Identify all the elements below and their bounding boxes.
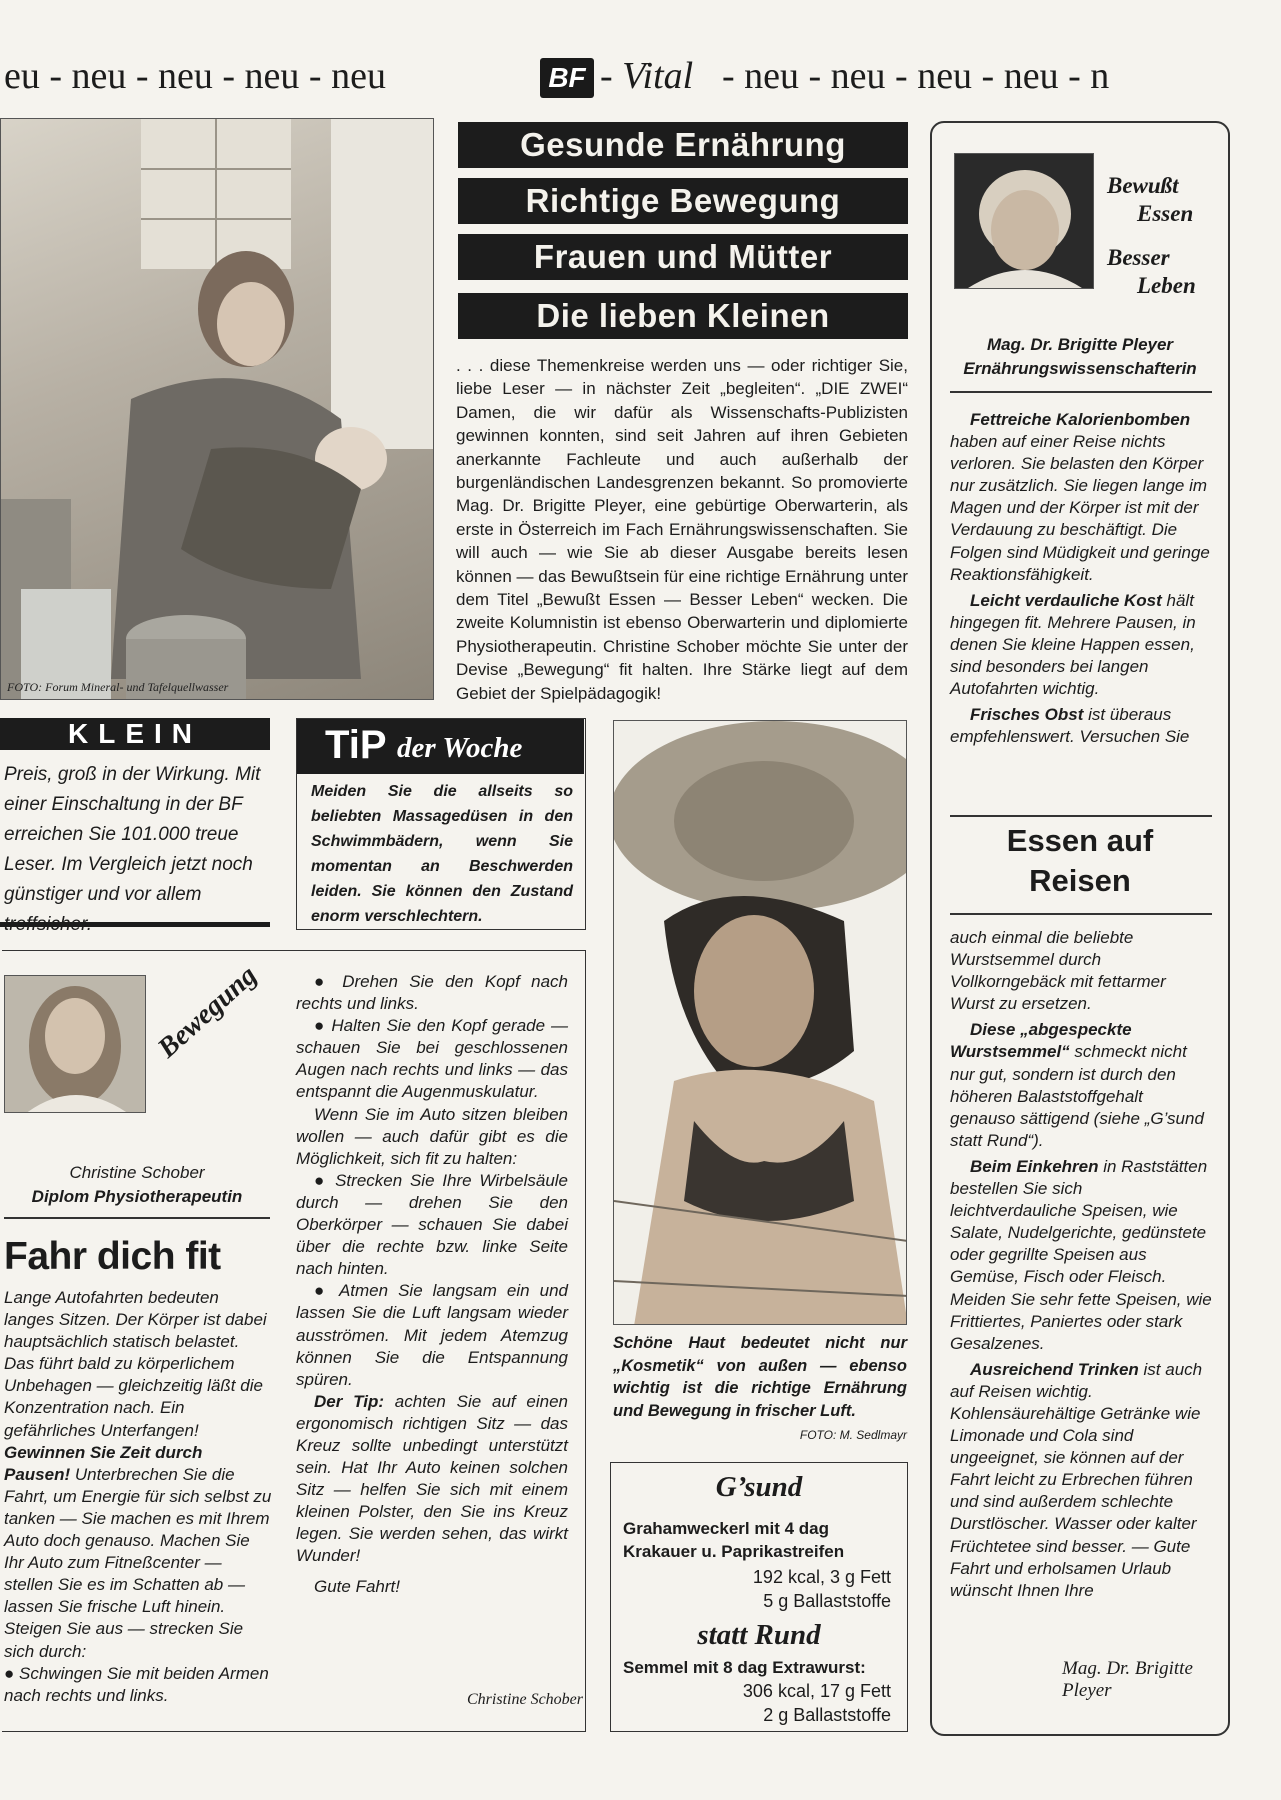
- headline-3: Frauen und Mütter: [458, 234, 908, 280]
- para-trinken: [950, 1359, 1212, 1602]
- tip-der-woche: der Woche: [397, 732, 523, 764]
- nutrition-text-2: [950, 927, 1212, 1606]
- body: Schwingen Sie mit beiden Armen nach rechts und links.: [4, 1663, 269, 1705]
- body: haben auf einer Reise nichts verloren. Sie belasten den Körper nur zusätzlich. Sie liegen lange im Magen und der Körper ist mit der Verdauung zu beschäftigt. Die Folgen sind Müdigkeit und geringe Reaktionsfähigkeit.: [950, 432, 1210, 584]
- mother-baby-illustration: [1, 119, 434, 700]
- portrait-illustration: [955, 154, 1094, 289]
- essen-reisen-title-1: Essen auf: [1006, 823, 1154, 858]
- body: schmeckt nicht nur gut, sondern ist durch den höheren Balaststoffgehalt genauso sättigend (siehe „G’sund statt Rund“).: [950, 1042, 1204, 1150]
- headline-4: Die lieben Kleinen: [458, 293, 908, 339]
- bullet-icon: ●: [4, 1663, 19, 1683]
- gsund-item1: Grahamweckerl mit 4 dag Krakauer u. Paprikastreifen: [623, 1519, 845, 1561]
- gsund-item2-kcal: 306 kcal, 17 g Fett: [742, 1681, 891, 1701]
- header-separator: -: [600, 55, 613, 97]
- gsund-title: G’sund: [715, 1471, 803, 1503]
- bullet-icon: ●: [314, 1016, 332, 1036]
- author-name: Mag. Dr. Brigitte Pleyer: [986, 335, 1174, 354]
- para-obst: [950, 704, 1212, 748]
- nutrition-text-1: [950, 409, 1212, 752]
- pleyer-signature: Mag. Dr. Brigitte Pleyer: [1062, 1658, 1193, 1701]
- lead: Der Tip:: [314, 1391, 384, 1411]
- gsund-box: [610, 1462, 908, 1732]
- para-fettreiche: [950, 409, 1212, 586]
- statt-rund-title: statt Rund: [697, 1619, 821, 1651]
- nutrition-column: [930, 121, 1230, 1736]
- bewegung-script: Bewegung: [152, 959, 263, 1065]
- intro-text: . . . diese Themenkreise werden uns — oder richtiger Sie, liebe Leser — in nächster Zeit „begleiten“. „DIE ZWEI“ Damen, die wir dafür als Wissenschafts-Publizisten gewinnen konnten, sind seit Jahren auf ihren Gebieten anerkannte Fachleute und auch außerhalb der burgenländischen Landesgrenzen bekannt. So promovierte Mag. Dr. Brigitte Pleyer, eine gebürtige Oberwarterin, als erste in Österreich im Fach Ernährungswissenschaften. Sie will auch — wie Sie ab dieser Ausgabe bereits lesen können — das Bewußtsein für eine richtige Ernährung unter dem Titel „Bewußt Essen — Besser Leben“ wecken. Die zweite Kolumnistin ist ebenso Oberwarterin und diplomierte Physiotherapeutin. Christine Schober möchte Sie unter der Devise „Bewegung“ fit halten. Ihre Stärke liegt auf dem Gebiet der Spielpädagogik!: [456, 356, 908, 703]
- bullet-kopf-drehen: [296, 971, 568, 1015]
- lead: Beim Einkehren: [970, 1156, 1099, 1176]
- bewegung-bullet-arms: [4, 1663, 272, 1707]
- script-essen: Essen: [1137, 201, 1194, 226]
- gsund-item2: Semmel mit 8 dag Extrawurst:: [623, 1658, 866, 1677]
- woman-hat-photo: [613, 720, 907, 1325]
- gsund-item1-fiber: 5 g Ballaststoffe: [763, 1591, 891, 1611]
- lead: Leicht verdauliche Kost: [970, 590, 1162, 610]
- bullet-icon: ●: [314, 972, 343, 991]
- gsund-item1-kcal: 192 kcal, 3 g Fett: [752, 1567, 891, 1587]
- bewegung-box: [2, 950, 586, 1732]
- body: Drehen Sie den Kopf nach rechts und links.: [296, 972, 568, 1014]
- headline-2: Richtige Bewegung: [458, 178, 908, 224]
- header-left: eu - neu - neu - neu - neu: [4, 55, 386, 97]
- header-right: - neu - neu - neu - neu - n: [722, 55, 1110, 97]
- body: Halten Sie den Kopf gerade — schauen Sie bei geschlossenen Augen nach rechts und links — das entspannt die Augenmuskulatur.: [296, 1016, 568, 1102]
- portrait-illustration: [5, 976, 146, 1113]
- klein-title: KLEIN: [0, 718, 270, 750]
- tip-box: [296, 718, 586, 930]
- bullet-atmen: [296, 1280, 568, 1390]
- body: Strecken Sie Ihre Wirbelsäule durch — drehen Sie den Oberkörper — schauen Sie dabei über die rechte bzw. linke Seite nach hinten.: [296, 1170, 569, 1279]
- body: achten Sie auf einen ergonomisch richtigen Sitz — das Kreuz sollte unbedingt unterstützt sein. Hat Ihr Auto keinen solchen Sitz — helfen Sie sich mit einem kleinen Polster, den Sie ins Kreuz legen. Sie werden sehen, das wirkt Wunder!: [296, 1391, 569, 1566]
- author-title: Ernährungswissenschafterin: [963, 359, 1197, 378]
- body: Unterbrechen Sie die Fahrt, um Energie für sich selbst zu tanken — Sie machen es mit Ihrem Auto doch genauso. Machen Sie Ihr Auto zum Fitneßcenter — stellen Sie es im Schatten ab — lassen Sie frische Luft hinein. Steigen Sie aus — strecken Sie sich durch:: [4, 1464, 272, 1661]
- tip-word: TiP: [325, 723, 387, 767]
- body: auch einmal die beliebte Wurstsemmel durch Vollkorngebäck mit fettarmer Wurst zu ersetzen.: [950, 928, 1166, 1014]
- para-abgespeckt: [950, 1019, 1212, 1152]
- header-vital: [600, 54, 693, 98]
- para-leicht: [950, 590, 1212, 700]
- script-besser: Besser: [1107, 245, 1170, 270]
- lead: Diese „abgespeckte Wurstsemmel“: [950, 1020, 1132, 1062]
- body: ist auch auf Reisen wichtig. Kohlensäurehältige Getränke wie Limonade und Cola sind ungeeignet, sie können auf der Fahrt leicht zu Erbrechen führen und sind außerdem schlechte Durstlöscher. Wasser oder kalter Früchtetee sind besser. — Gute Fahrt und erholsamen Urlaub wünscht Ihnen Ihre: [950, 1359, 1203, 1600]
- headline-1: Gesunde Ernährung: [458, 122, 908, 168]
- photo-caption: Schöne Haut bedeutet nicht nur „Kosmetik“ von außen — ebenso wichtig ist die richtige Ernährung und Bewegung in frischer Luft.: [613, 1334, 907, 1420]
- script-bewusst: Bewußt: [1107, 173, 1179, 198]
- schober-name: Christine Schober: [69, 1163, 205, 1182]
- woman-hat-illustration: [614, 721, 907, 1325]
- mother-baby-photo: [0, 118, 434, 700]
- schober-signature: Christine Schober: [467, 1691, 583, 1708]
- body: in Raststätten bestellen Sie sich leichtverdauliche Speisen, wie Salate, Nudelgerichte, gedünstete oder gegrillte Speisen aus Gemüse, Fisch oder Fleisch. Meiden Sie sehr fette Speisen, wie Frittiertes, Paniertes oder stark Gesalzenes.: [950, 1156, 1212, 1353]
- bullet-icon: ●: [314, 1281, 339, 1301]
- bf-logo: BF: [540, 58, 594, 98]
- lead: Frisches Obst: [970, 705, 1084, 725]
- photo-credit: FOTO: Forum Mineral- und Tafelquellwasser: [7, 680, 229, 694]
- header-vital-label: Vital: [622, 55, 694, 97]
- body: Atmen Sie langsam ein und lassen Sie die Luft langsam wieder ausströmen. Mit jedem Atemzug können Sie die Entspannung spüren.: [296, 1281, 568, 1389]
- bullet-wirbelsaeule: [296, 1170, 568, 1280]
- lead: Fettreiche Kalorienbomben: [970, 410, 1191, 429]
- klein-text: Preis, groß in der Wirkung. Mit einer Einschaltung in der BF erreichen Sie 101.000 treue Leser. Im Vergleich jetzt noch günstiger und vor allem: [4, 764, 261, 905]
- title-rule-bottom: [950, 913, 1212, 915]
- author-rule: [950, 391, 1212, 393]
- bewegung-pause: [4, 1442, 272, 1663]
- gsund-item2-fiber: 2 g Ballaststoffe: [763, 1705, 891, 1725]
- essen-reisen-title-2: Reisen: [1029, 863, 1131, 898]
- car-paragraph: Wenn Sie im Auto sitzen bleiben wollen — auch dafür gibt es die Möglichkeit, sich fit zu halten:: [296, 1104, 568, 1168]
- closing: Gute Fahrt!: [314, 1576, 400, 1596]
- photo-credit-sedlmayr: FOTO: M. Sedlmayr: [799, 1428, 907, 1442]
- tip-paragraph: [296, 1391, 568, 1568]
- schober-title: Diplom Physiotherapeutin: [31, 1187, 243, 1206]
- pleyer-portrait: [954, 153, 1094, 289]
- lead: Ausreichend Trinken: [970, 1359, 1139, 1379]
- klein-rule: [0, 922, 270, 927]
- para-einkehren: [950, 1156, 1212, 1355]
- tip-text: Meiden Sie die allseits so beliebten Massagedüsen in den Schwimmbädern, wenn Sie momentan an Beschwerden leiden. Sie können den Zustand enorm verschlechtern.: [311, 783, 573, 925]
- schober-portrait: [4, 975, 146, 1113]
- tip-header: [297, 719, 584, 774]
- schober-rule: [4, 1217, 270, 1219]
- bullet-kopf-halten: [296, 1015, 568, 1103]
- para-wurstsemmel: [950, 927, 1212, 1015]
- fahr-dich-fit-title: Fahr dich fit: [4, 1235, 221, 1278]
- bewegung-col1: [4, 1287, 272, 1707]
- lead: Gewinnen Sie Zeit durch Pausen!: [4, 1442, 203, 1484]
- body: ist überaus empfehlenswert. Versuchen Sie: [950, 705, 1190, 747]
- body: hält hingegen fit. Mehrere Pausen, in denen Sie kleine Happen essen, sind besonders bei langen Autofahrten wichtig.: [950, 590, 1196, 699]
- bullet-icon: ●: [314, 1170, 336, 1190]
- page-header: [0, 54, 1281, 106]
- title-rule-top: [950, 815, 1212, 817]
- bewegung-col2: [296, 971, 568, 1598]
- script-leben: Leben: [1137, 273, 1196, 298]
- bewegung-intro: Lange Autofahrten bedeuten langes Sitzen. Der Körper ist dabei hauptsächlich statisch belastet. Das führt bald zu körperlichem Unbehagen — gleichzeitig läßt die Konzentration nach. Ein gefährliches Unterfangen!: [4, 1288, 267, 1440]
